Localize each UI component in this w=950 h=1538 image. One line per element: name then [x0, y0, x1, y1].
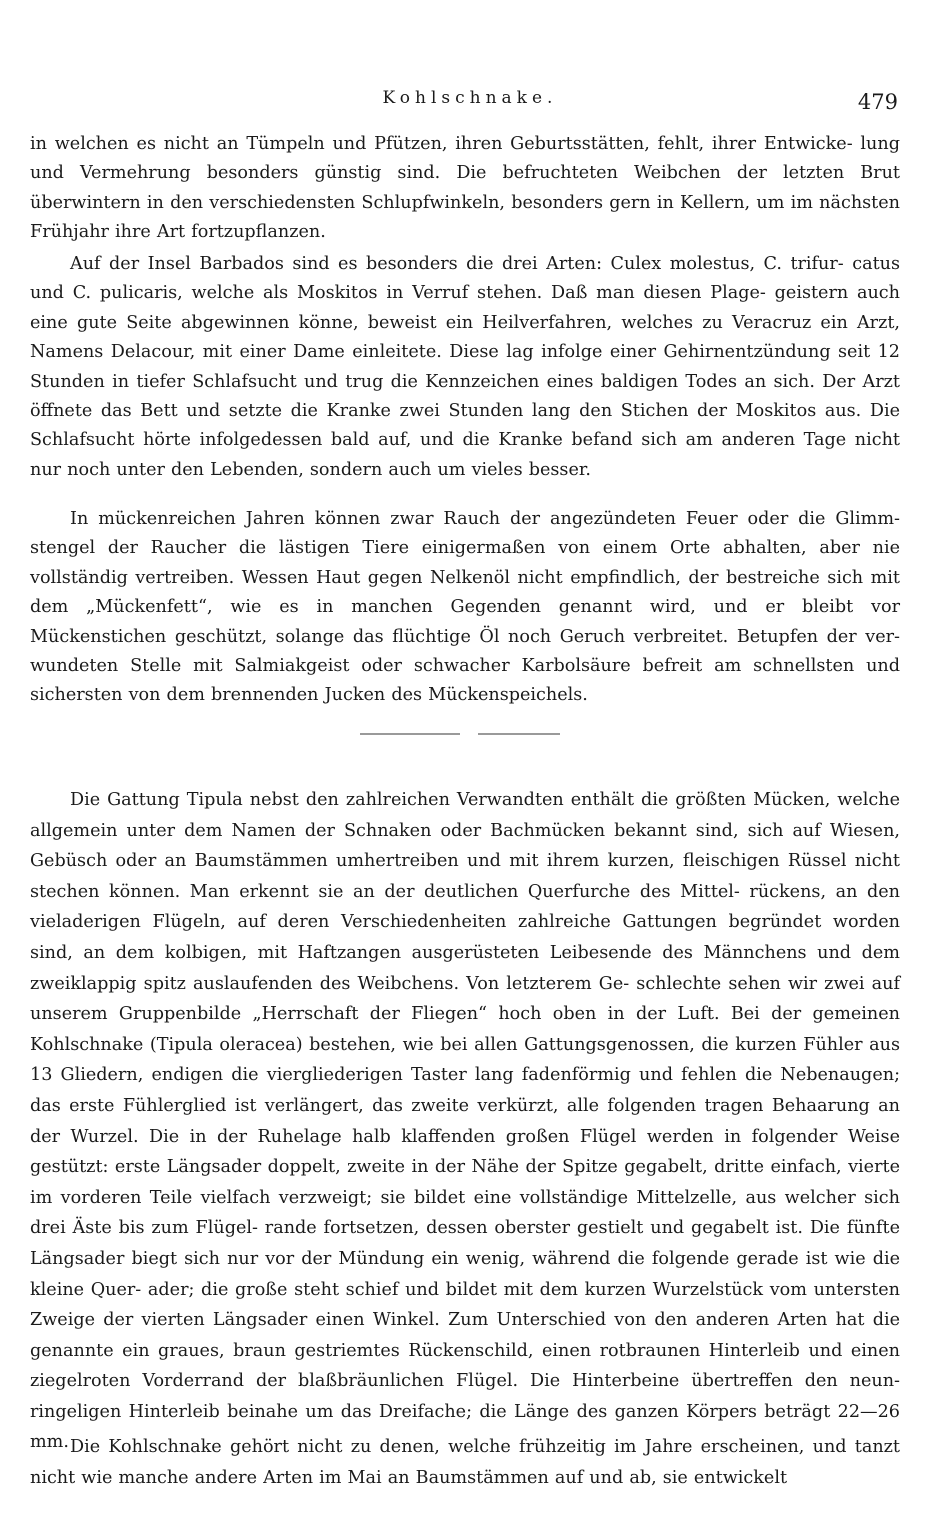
running-head	[0, 88, 950, 112]
section-divider-right	[478, 733, 560, 735]
paragraph-mosquito-breeding: in welchen es nicht an Tümpeln und Pfützen, ihren Geburtsstätten, fehlt, ihrer Entwicke- lung und Vermehrung besonders günstig sind. Die befruchteten Weibchen der letzten Brut überwintern in den verschiedensten Schlupfwinkeln, besonders gern in Kellern, um im nächsten Frühjahr ihre Art fortzupflanzen.	[30, 134, 900, 243]
paragraph-barbados-moskitos: Auf der Insel Barbados sind es besonders die drei Arten: Culex molestus, C. trifur- catus und C. pulicaris, welche als Moskitos in Verruf stehen. Daß man diesen Plage- geistern auch eine gute Seite abgewinnen könne, beweist ein Heilverfahren, welches zu Veracruz ein Arzt, Namens Delacour, mit einer Dame einleitete. Diese lag infolge einer Gehirnentzündung seit 12 Stunden in tiefer Schlafsucht und trug die Kennzeichen eines baldigen Todes an sich. Der Arzt öffnete das Bett und setzte die Kranke zwei Stunden lang den Stichen der Moskitos aus. Die Schlafsucht hörte infolgedessen bald auf, und die Kranke befand sich am anderen Tage nicht nur noch unter den Lebenden, sondern auch um vieles besser.	[30, 254, 900, 480]
page-number: 479	[857, 90, 898, 114]
running-title: Kohlschnake.	[382, 88, 558, 108]
paragraph-tipula-description: Die Gattung Tipula nebst den zahlreichen Verwandten enthält die größten Mücken, welche allgemein unter dem Namen der Schnaken oder Bachmücken bekannt sind, sich auf Wiesen, Gebüsch oder an Baumstämmen umhertreiben und mit ihrem kurzen, fleischigen Rüssel nicht stechen können. Man erkennt sie an der deutlichen Querfurche des Mittel- rückens, an den vieladerigen Flügeln, auf deren Verschiedenheiten zahlreiche Gattungen begründet worden sind, an dem kolbigen, mit Haftzangen ausgerüsteten Leibesende des Männchens und dem zweiklappig spitz auslaufenden des Weibchens. Von letzterem Ge- schlechte sehen wir zwei auf unserem Gruppenbilde „Herrschaft der Fliegen“ hoch oben in der Luft. Bei der gemeinen Kohlschnake (Tipula oleracea) bestehen, wie bei allen Gattungsgenossen, die kurzen Fühler aus 13 Gliedern, endigen die viergliederigen Taster lang fadenförmig und fehlen die Nebenaugen; das erste Fühlerglied ist verlängert, das zweite verkürzt, alle folgenden tragen Behaarung an der Wurzel. Die in der Ruhelage halb klaffenden großen Flügel werden in folgender Weise gestützt: erste Längsader doppelt, zweite in der Nähe der Spitze gegabelt, dritte einfach, vierte im vorderen Teile vielfach verzweigt; sie bildet eine vollständige Mittelzelle, aus welcher sich drei Äste bis zum Flügel- rande fortsetzen, dessen oberster gestielt und gegabelt ist. Die fünfte Längsader biegt sich nur vor der Mündung ein wenig, während die folgende gerade ist wie die kleine Quer- ader; die große steht schief und bildet mit dem kurzen Wurzelstück vom untersten Zweige der vierten Längsader einen Winkel. Zum Unterschied von den anderen Arten hat die genannte ein graues, braun gestriemtes Rückenschild, einen rotbraunen Hinterleib und einen ziegelroten Vorderrand der blaßbräunlichen Flügel. Die Hinterbeine übertreffen den neun- ringeligen Hinterleib beinahe um das Dreifache; die Länge des ganzen Körpers beträgt 22—26 mm.	[30, 790, 900, 1453]
section-divider-left	[360, 733, 460, 735]
paragraph-mosquito-remedies: In mückenreichen Jahren können zwar Rauch der angezündeten Feuer oder die Glimm- stengel der Raucher die lästigen Tiere einigermaßen von einem Orte abhalten, aber nie vollständig vertreiben. Wessen Haut gegen Nelkenöl nicht empfindlich, der bestreiche sich mit dem „Mückenfett“, wie es in manchen Gegenden genannt wird, und er bleibt vor Mückenstichen geschützt, solange das flüchtige Öl noch Geruch verbreitet. Betupfen der ver- wundeten Stelle mit Salmiakgeist oder schwacher Karbolsäure befreit am schnellsten und sichersten von dem brennenden Jucken des Mückenspeichels.	[30, 509, 900, 706]
paragraph-kohlschnake-behavior: Die Kohlschnake gehört nicht zu denen, welche frühzeitig im Jahre erscheinen, und tanzt nicht wie manche andere Arten im Mai an Baumstämmen auf und ab, sie entwickelt	[30, 1437, 900, 1488]
